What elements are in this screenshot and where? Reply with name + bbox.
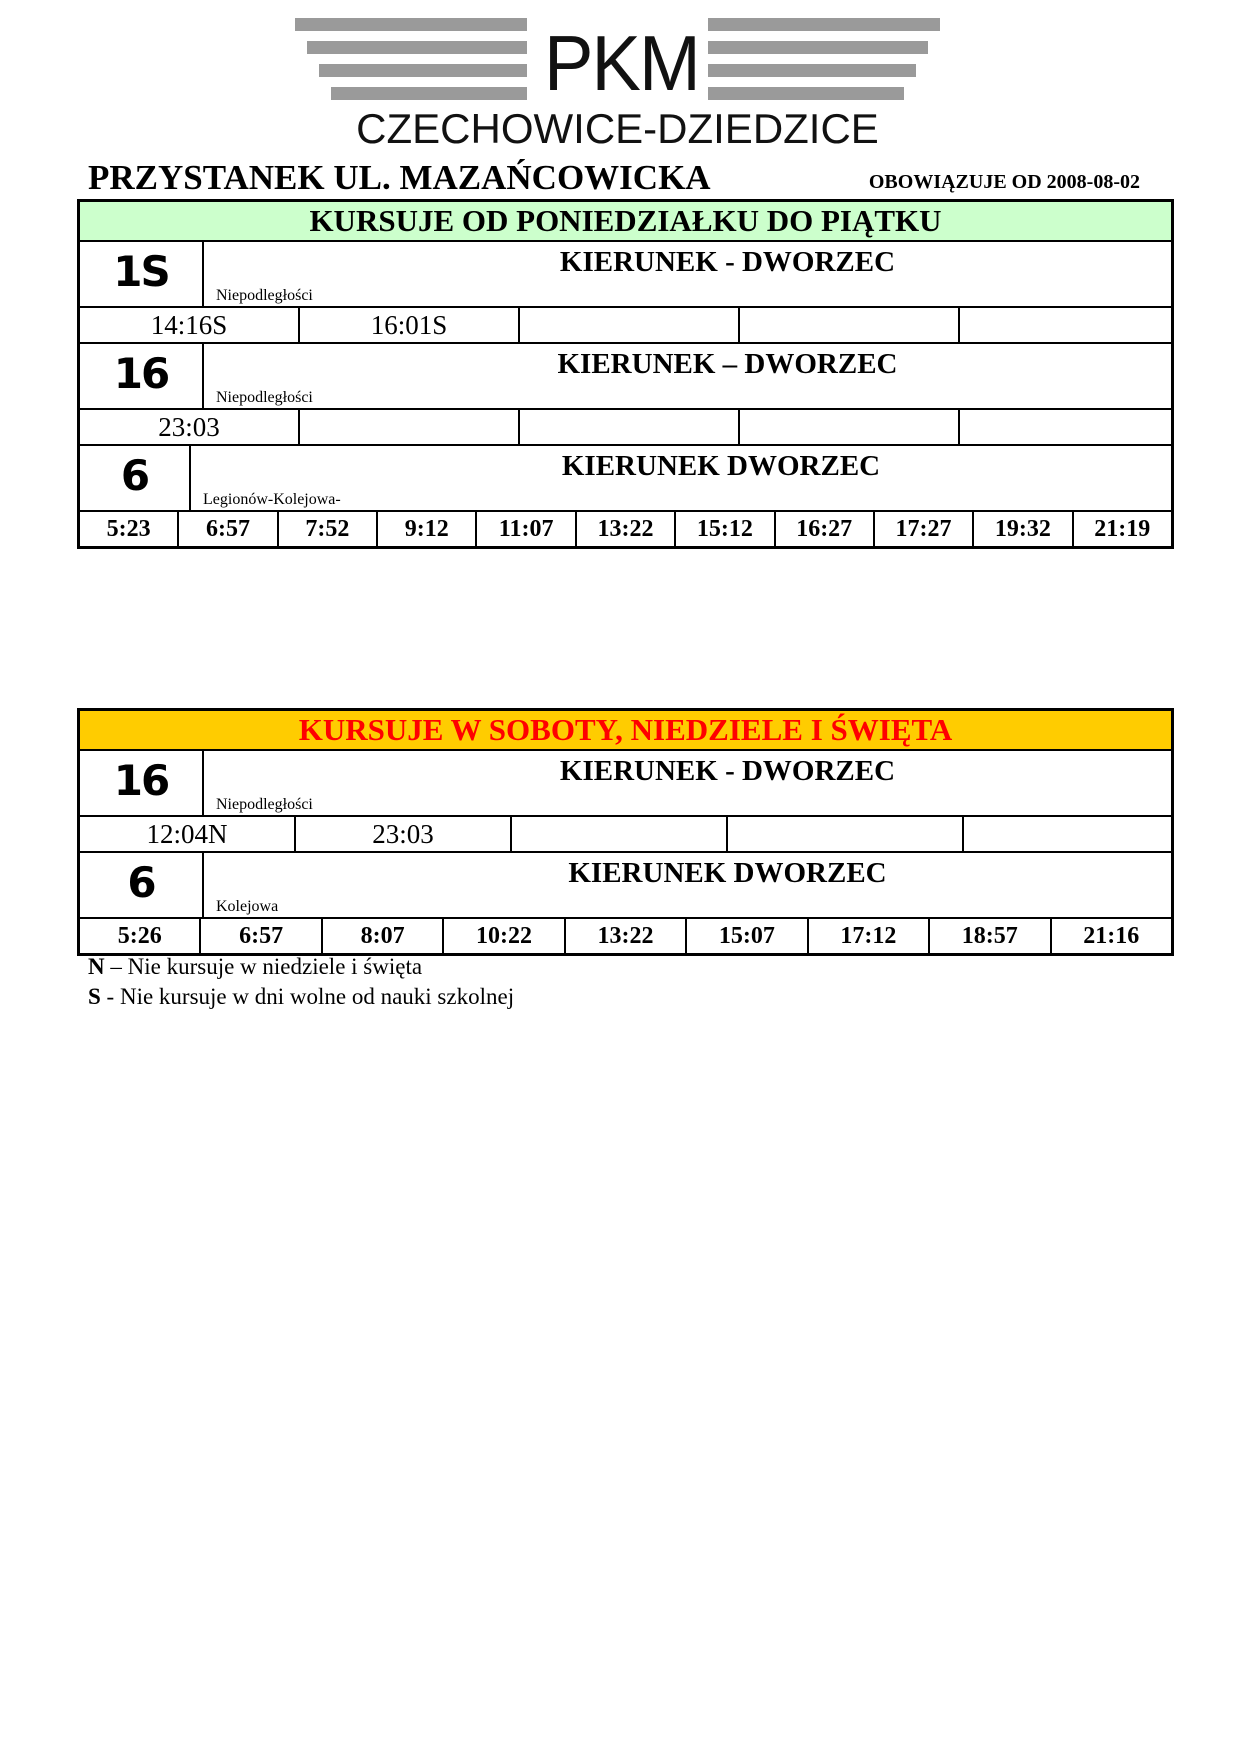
logo-stripe [331,87,527,100]
departure-time: 6:57 [201,919,322,953]
direction-label: KIERUNEK DWORZEC [568,857,887,889]
departure-time [964,817,1171,851]
line-info [204,751,1171,815]
departure-time: 6:57 [179,512,278,546]
line-row-6 [80,446,1171,512]
departure-time [740,308,960,342]
departure-time: 11:07 [477,512,576,546]
departure-time: 10:22 [444,919,565,953]
logo-city: CZECHOWICE-DZIEDZICE [356,105,879,152]
logo-stripe [708,18,940,31]
logo-stripe [708,64,916,77]
departure-times [80,512,1171,546]
logo-stripe [295,18,527,31]
line-info [204,853,1171,917]
departure-time: 13:22 [566,919,687,953]
logo-stripe [307,41,527,54]
departure-time [960,308,1171,342]
logo-stripe [708,87,904,100]
line-row-6 [80,853,1171,919]
line-number: 6 [80,853,204,917]
line-row-1s [80,242,1171,308]
departure-times [80,410,1171,446]
valid-from-date: OBOWIĄZUJE OD 2008-08-02 [868,171,1140,193]
logo-stripe [708,41,928,54]
departure-time [728,817,964,851]
legend-item [88,982,514,1012]
departure-time: 23:03 [80,410,300,444]
departure-time: 18:57 [930,919,1051,953]
line-info [204,344,1171,408]
logo-brand: PKM [544,19,699,107]
departure-time: 21:16 [1083,923,1140,949]
departure-time [520,410,740,444]
departure-time: 12:04N [80,817,296,851]
route-label: Kolejowa [216,898,279,915]
legend-text: – Nie kursuje w niedziele i święta [104,954,423,979]
departure-time: 9:12 [378,512,477,546]
direction-label: KIERUNEK - DWORZEC [559,246,896,278]
departure-time: 23:03 [296,817,512,851]
departure-time: 16:01S [300,308,520,342]
legend-key: S [88,984,101,1009]
weekday-timetable [77,199,1174,549]
line-number: 1S [80,242,204,306]
line-info [204,242,1171,306]
stop-title: PRZYSTANEK UL. MAZAŃCOWICKA [88,158,711,197]
departure-time: 19:32 [974,512,1073,546]
departure-time: 5:23 [80,512,179,546]
legend-text: - Nie kursuje w dni wolne od nauki szkolnej [100,984,515,1009]
departure-time: 5:26 [80,919,201,953]
weekend-header: KURSUJE W SOBOTY, NIEDZIELE I ŚWIĘTA [80,711,1171,751]
route-label: Legionów-Kolejowa- [203,491,341,508]
legend-key: N [88,954,105,979]
route-label: Niepodległości [216,796,313,813]
legend [88,952,514,1012]
line-row-16 [80,344,1171,410]
line-number: 6 [80,446,191,510]
departure-times [80,919,1171,953]
line-info [191,446,1171,510]
weekend-timetable [77,708,1174,956]
line-row-16 [80,751,1171,817]
line-number: 16 [80,344,204,408]
departure-time: 8:07 [323,919,444,953]
departure-time: 13:22 [577,512,676,546]
route-label: Niepodległości [216,287,313,304]
departure-time: 15:12 [676,512,775,546]
departure-time: 17:27 [875,512,974,546]
departure-time [300,410,520,444]
departure-time [512,817,728,851]
legend-item [88,952,514,982]
departure-time: 21:19 [1094,516,1151,542]
departure-time [740,410,960,444]
departure-times [80,308,1171,344]
direction-label: KIERUNEK – DWORZEC [557,348,898,380]
departure-time: 15:07 [687,919,808,953]
logo-stripe [319,64,527,77]
pkm-logo [295,18,940,150]
route-label: Niepodległości [216,389,313,406]
weekday-header: KURSUJE OD PONIEDZIAŁKU DO PIĄTKU [80,202,1171,242]
departure-time: 14:16S [80,308,300,342]
departure-time: 16:27 [776,512,875,546]
departure-time: 7:52 [279,512,378,546]
departure-time: 17:12 [809,919,930,953]
direction-label: KIERUNEK DWORZEC [561,450,881,482]
line-number: 16 [80,751,204,815]
departure-time [960,410,1171,444]
departure-time [520,308,740,342]
departure-times [80,817,1171,853]
direction-label: KIERUNEK - DWORZEC [559,755,896,787]
